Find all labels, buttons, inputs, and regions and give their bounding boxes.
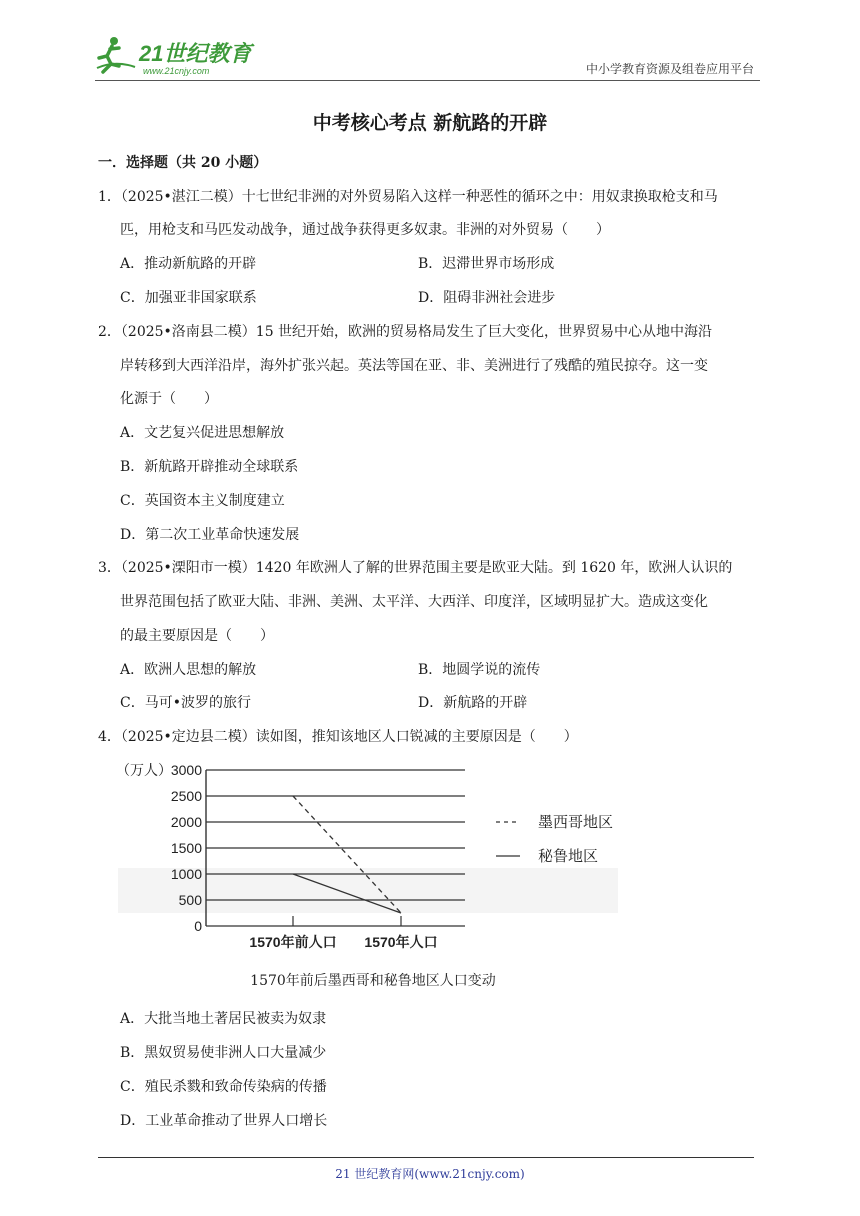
page-title: 中考核心考点 新航路的开辟 <box>312 112 548 134</box>
question-3-option-d[interactable]: D．新航路的开辟 <box>418 695 528 711</box>
question-2-option-a[interactable]: A．文艺复兴促进思想解放 <box>120 425 285 441</box>
legend-label: 墨西哥地区 <box>538 813 614 831</box>
question-2-option-c[interactable]: C．英国资本主义制度建立 <box>120 493 285 509</box>
question-1-option-d[interactable]: D．阻碍非洲社会进步 <box>418 290 556 306</box>
question-2-option-d[interactable]: D．第二次工业革命快速发展 <box>120 527 300 543</box>
x-tick-label: 1570年人口 <box>364 934 438 950</box>
question-3-option-c[interactable]: C．马可•波罗的旅行 <box>120 695 251 711</box>
site-tagline: 中小学教育资源及组卷应用平台 <box>585 62 754 76</box>
logo-text: 21世纪教育 <box>139 41 252 66</box>
question-2-stem-cont: 岸转移到大西洋沿岸，海外扩张兴起。英法等国在亚、非、美洲进行了残酷的殖民掠夺。这一变 <box>120 358 708 374</box>
question-4-option-c[interactable]: C．殖民杀戮和致命传染病的传播 <box>120 1079 327 1095</box>
logo <box>95 34 265 76</box>
legend-label: 秘鲁地区 <box>538 847 599 865</box>
page-footer: 21 世纪教育网(www.21cnjy.com) <box>335 1167 525 1181</box>
y-tick-label: 0 <box>194 918 202 934</box>
logo-url: www.21cnjy.com <box>143 66 210 76</box>
chart-title: 1570年前后墨西哥和秘鲁地区人口变动 <box>250 973 496 989</box>
question-4-option-b[interactable]: B．黑奴贸易使非洲人口大量减少 <box>120 1045 327 1061</box>
question-3-option-a[interactable]: A．欧洲人思想的解放 <box>120 662 257 678</box>
question-3-option-b[interactable]: B．地圆学说的流传 <box>418 662 541 678</box>
footer-divider <box>98 1157 754 1158</box>
question-2-stem-cont2: 化源于（ ） <box>120 391 218 407</box>
question-2-stem: 2．（2025•洛南县二模）15 世纪开始，欧洲的贸易格局发生了巨大变化，世界贸易中心从地中海沿 <box>98 324 713 340</box>
question-1-option-a[interactable]: A．推动新航路的开辟 <box>120 256 257 272</box>
question-3-stem-cont2: 的最主要原因是（ ） <box>120 628 274 644</box>
section-heading: 一．选择题（共 20 小题） <box>98 155 268 171</box>
x-tick-label: 1570年前人口 <box>249 934 337 950</box>
question-3-stem-cont: 世界范围包括了欧亚大陆、非洲、美洲、太平洋、大西洋、印度洋，区域明显扩大。造成这变化 <box>120 594 708 610</box>
question-4-option-a[interactable]: A．大批当地土著居民被卖为奴隶 <box>120 1011 327 1027</box>
question-2-option-b[interactable]: B．新航路开辟推动全球联系 <box>120 459 299 475</box>
runner-icon <box>97 37 135 72</box>
page-header <box>95 30 760 80</box>
question-4-option-d[interactable]: D．工业革命推动了世界人口增长 <box>120 1113 328 1129</box>
question-4-stem: 4．（2025•定边县二模）读如图，推知该地区人口锐减的主要原因是（ ） <box>98 729 578 745</box>
question-1-stem-cont: 匹，用枪支和马匹发动战争，通过战争获得更多奴隶。非洲的对外贸易（ ） <box>120 222 610 238</box>
question-1-option-b[interactable]: B．迟滞世界市场形成 <box>418 256 555 272</box>
question-1-stem: 1．（2025•湛江二模）十七世纪非洲的对外贸易陷入这样一种恶性的循环之中：用奴隶换取枪支和马 <box>98 189 718 205</box>
y-tick-label: 2000 <box>170 814 202 830</box>
question-3-stem: 3．（2025•溧阳市一模）1420 年欧洲人了解的世界范围主要是欧亚大陆。到 1620 年，欧洲人认识的 <box>98 560 733 576</box>
y-axis-label: （万人） <box>116 762 172 778</box>
header-divider <box>95 80 760 81</box>
y-tick-label: 500 <box>178 892 202 908</box>
y-tick-label: 2500 <box>170 788 202 804</box>
question-1-option-c[interactable]: C．加强亚非国家联系 <box>120 290 257 306</box>
y-tick-label: 3000 <box>170 762 202 778</box>
y-tick-label: 1500 <box>170 840 202 856</box>
population-chart <box>108 758 638 993</box>
y-tick-label: 1000 <box>170 866 202 882</box>
